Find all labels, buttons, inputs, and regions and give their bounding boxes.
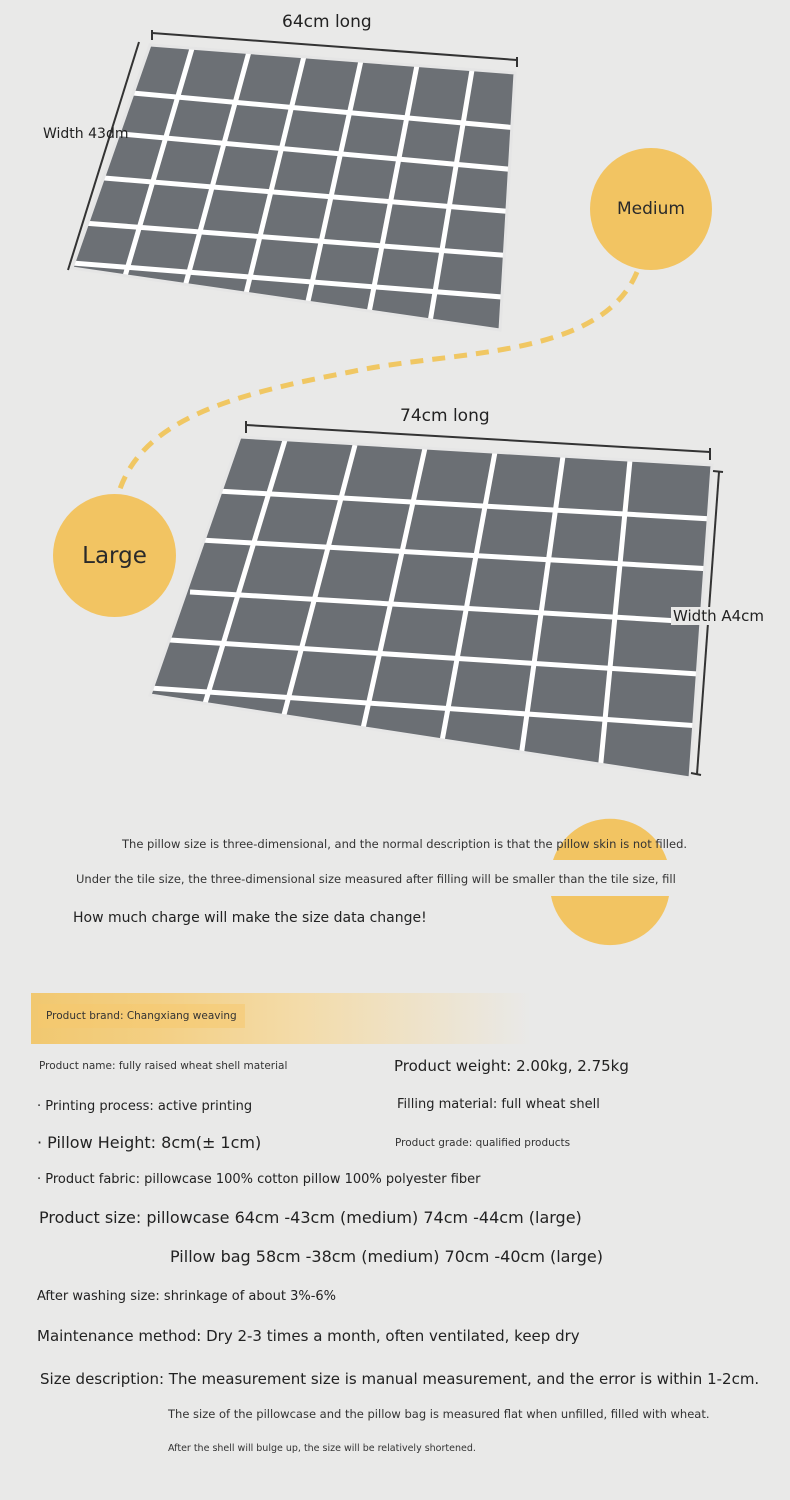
- brand-label: Product brand: Changxiang weaving: [38, 1004, 245, 1028]
- spec-pillow-height: · Pillow Height: 8cm(± 1cm): [37, 1133, 262, 1152]
- spec-size-description: Size description: The measurement size is manual measurement, and the error is within 1-2cm.: [40, 1370, 760, 1388]
- spec-product-name: Product name: fully raised wheat shell material: [39, 1060, 288, 1072]
- spec-product-grade: Product grade: qualified products: [395, 1137, 571, 1149]
- note-line-2: Under the tile size, the three-dimensional size measured after filling will be smaller than the tile size, fill: [76, 872, 676, 886]
- large-pillow-image: [150, 421, 730, 778]
- large-badge-label: Large: [82, 542, 147, 569]
- medium-pillow-image: [60, 30, 540, 330]
- medium-width-label: Width 43dm: [43, 126, 129, 142]
- spec-printing-process: · Printing process: active printing: [37, 1099, 253, 1114]
- spec-filling-material: Filling material: full wheat shell: [397, 1097, 600, 1112]
- spec-maintenance: Maintenance method: Dry 2-3 times a month, often ventilated, keep dry: [37, 1327, 580, 1345]
- spec-pillow-bag: Pillow bag 58cm -38cm (medium) 70cm -40cm (large): [170, 1247, 604, 1266]
- spec-product-fabric: · Product fabric: pillowcase 100% cotton pillow 100% polyester fiber: [37, 1172, 481, 1187]
- spec-size-note-2: After the shell will bulge up, the size will be relatively shortened.: [168, 1443, 476, 1454]
- large-badge: [53, 494, 176, 617]
- medium-badge: [590, 148, 712, 270]
- medium-length-label: 64cm long: [282, 12, 372, 32]
- note-line-3: How much charge will make the size data change!: [73, 910, 427, 926]
- spec-size-note-1: The size of the pillowcase and the pillow bag is measured flat when unfilled, filled with wheat.: [168, 1407, 710, 1421]
- spec-product-weight: Product weight: 2.00kg, 2.75kg: [394, 1057, 629, 1075]
- medium-badge-label: Medium: [617, 199, 685, 219]
- large-width-label: Width A4cm: [673, 607, 765, 625]
- large-length-label: 74cm long: [400, 406, 490, 426]
- spec-washing-size: After washing size: shrinkage of about 3%-6%: [37, 1289, 337, 1304]
- spec-product-size: Product size: pillowcase 64cm -43cm (medium) 74cm -44cm (large): [39, 1208, 582, 1227]
- note-line-1: The pillow size is three-dimensional, and the normal description is that the pillow skin is not filled.: [122, 837, 688, 851]
